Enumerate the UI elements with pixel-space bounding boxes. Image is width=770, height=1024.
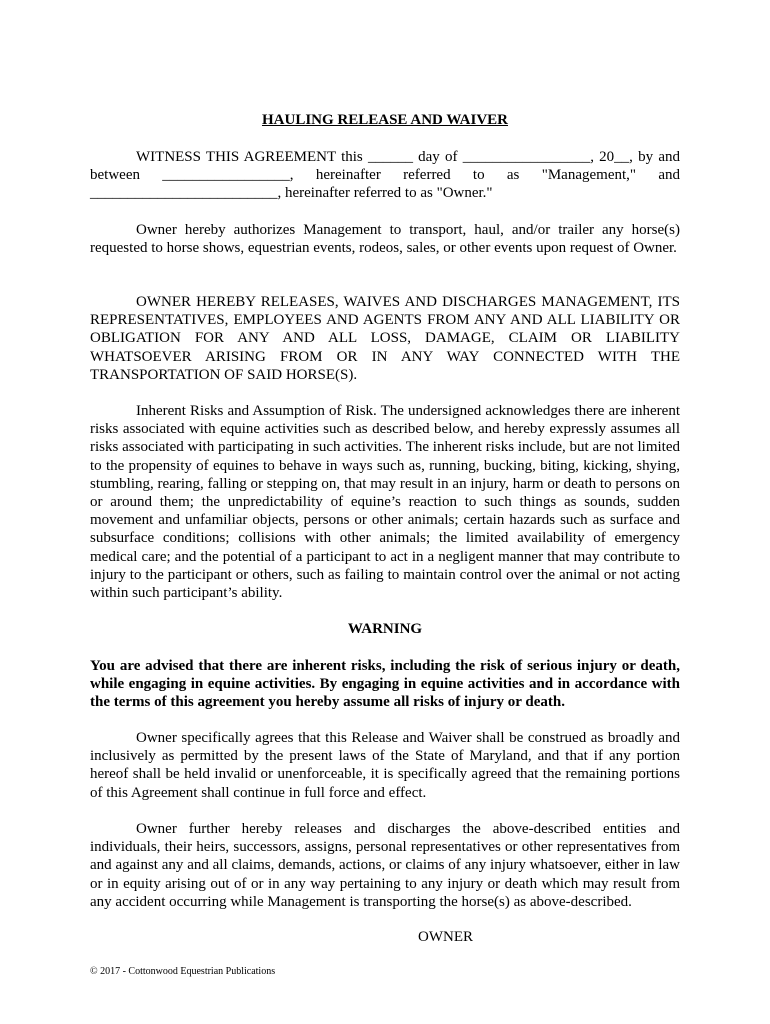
- copyright-footer: © 2017 - Cottonwood Equestrian Publications: [90, 966, 276, 977]
- warning-heading: WARNING: [347, 621, 423, 637]
- witness-line-1: WITNESS THIS AGREEMENT this ______ day of _________________, 20__, by and: [136, 149, 680, 165]
- witness-line-3: _________________________, hereinafter referred to as "Owner.": [90, 185, 493, 201]
- construed-paragraph: Owner specifically agrees that this Release and Waiver shall be construed as broadly and inclusively as permitted by the present laws of the State of Maryland, and that if any portion hereof shall be held invalid or unenforceable, it is specifically agreed that the remaining portions of this Agreement shall continue in full force and effect.: [90, 730, 680, 801]
- further-release-paragraph: Owner further hereby releases and discharges the above-described entities and individuals, their heirs, successors, assigns, personal representatives or other representatives from and against any and all claims, demands, actions, or claims of any injury whatsoever, either in law or in equity arising out of or in any way pertaining to any injury or death which may result from any accident occurring while Management is transporting the horse(s) as above-described.: [90, 821, 680, 910]
- owner-signature-label: OWNER: [418, 929, 473, 945]
- warning-text: You are advised that there are inherent risks, including the risk of serious injury or death, while engaging in equine activities. By engaging in equine activities and in accordance with the terms of this agreement you hereby assume all risks of injury or death.: [90, 658, 680, 711]
- document-title: HAULING RELEASE AND WAIVER: [261, 112, 509, 128]
- authorize-paragraph: Owner hereby authorizes Management to transport, haul, and/or trailer any horse(s) requested to horse shows, equestrian events, rodeos, sales, or other events upon request of Owner.: [90, 222, 680, 257]
- witness-line-2: between _________________, hereinafter referred to as "Management," and: [90, 167, 680, 183]
- release-caps-paragraph: OWNER HEREBY RELEASES, WAIVES AND DISCHARGES MANAGEMENT, ITS REPRESENTATIVES, EMPLOYEES AND AGENTS FROM ANY AND ALL LIABILITY OR OBLIGATION FOR ANY AND ALL LOSS, DAMAGE, CLAIM OR LIABILITY WHATSOEVER ARISING FROM OR IN ANY WAY CONNECTED WITH THE TRANSPORTATION OF SAID HORSE(S).: [90, 294, 680, 383]
- inherent-risks-paragraph: Inherent Risks and Assumption of Risk. The undersigned acknowledges there are inherent risks associated with equine activities such as described below, and hereby expressly assumes all risks associated with participating in such activities. The inherent risks include, but are not limited to the propensity of equines to behave in ways such as, running, bucking, biting, kicking, shying, stumbling, rearing, falling or stepping on, that may result in an injury, harm or death to persons on or around them; the unpredictability of equine’s reaction to such things as sounds, sudden movement and unfamiliar objects, persons or other animals; certain hazards such as surface and subsurface conditions; collisions with other animals; the limited availability of emergency medical care; and the potential of a participant to act in a negligent manner that may contribute to injury to the participant or others, such as failing to maintain control over the animal or not acting within such participant’s ability.: [90, 403, 680, 602]
